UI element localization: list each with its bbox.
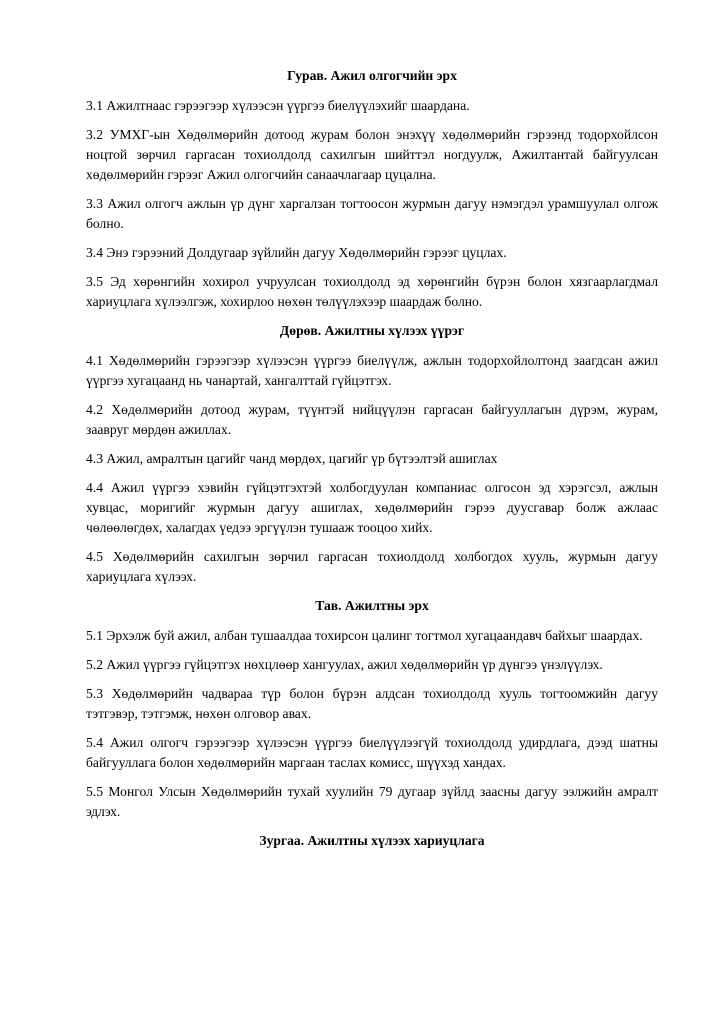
paragraph: 3.3 Ажил олгогч ажлын үр дүнг харгалзан тогтоосон журмын дагуу нэмэгдэл урамшуулал олгож болно. bbox=[86, 196, 658, 231]
section-employer-rights bbox=[86, 66, 658, 312]
paragraph: 5.3 Хөдөлмөрийн чадвараа түр болон бүрэн алдсан тохиолдолд хууль тогтоомжийн дагуу тэтгэвэр, тэтгэмж, нөхөн олговор авах. bbox=[86, 686, 658, 721]
paragraph: 3.5 Эд хөрөнгийн хохирол учруулсан тохиолдолд эд хөрөнгийн бүрэн болон хязгаарлагдмал хариуцлага хүлээлгэж, хохирлоо нөхөн төлүүлэхээр шаардаж болно. bbox=[86, 274, 658, 309]
section-employee-duties bbox=[86, 321, 658, 587]
paragraph: 3.2 УМХГ-ын Хөдөлмөрийн дотоод журам болон энэхүү хөдөлмөрийн гэрээнд тодорхойлсон ноцтой зөрчил гаргасан тохиолдолд сахилгын шийттэл ногдуулж, Ажилтантай байгуулсан хөдөлмөрийн гэрээг Ажил олгогчийн санаачлагаар цуцална. bbox=[86, 127, 658, 182]
paragraph: 4.1 Хөдөлмөрийн гэрээгээр хүлээсэн үүргээ биелүүлж, ажлын тодорхойлолтонд заагдсан ажил үүргээ хугацаанд нь чанартай, хангалттай гүйцэтгэх. bbox=[86, 353, 658, 388]
document-page bbox=[86, 66, 658, 861]
section-heading: Гурав. Ажил олгогчийн эрх bbox=[287, 68, 457, 83]
paragraph: 4.3 Ажил, амралтын цагийг чанд мөрдөх, цагийг үр бүтээлтэй ашиглах bbox=[86, 451, 498, 466]
paragraph: 5.5 Монгол Улсын Хөдөлмөрийн тухай хуулийн 79 дугаар зүйлд заасны дагуу ээлжийн амралт эдлэх. bbox=[86, 784, 658, 819]
section-heading: Дөрөв. Ажилтны хүлээх үүрэг bbox=[279, 323, 465, 338]
section-employee-liability bbox=[86, 831, 658, 851]
paragraph: 3.4 Энэ гэрээний Долдугаар зүйлийн дагуу Хөдөлмөрийн гэрээг цуцлах. bbox=[86, 245, 507, 260]
paragraph: 5.2 Ажил үүргээ гүйцэтгэх нөхцлөөр хангуулах, ажил хөдөлмөрийн үр дүнгээ үнэлүүлэх. bbox=[86, 657, 603, 672]
paragraph: 4.4 Ажил үүргээ хэвийн гүйцэтгэхтэй холбогдуулан компаниас олгосон эд хэрэгсэл, ажлын хувцас, моригийг журмын дагуу ашиглах, хөдөлмөрийн гэрээ дуусгавар болж ажлаас чөлөөлөгдөх, халагдах үедээ эргүүлэн тушааж тооцоо хийх. bbox=[86, 480, 658, 535]
paragraph: 3.1 Ажилтнаас гэрээгээр хүлээсэн үүргээ биелүүлэхийг шаардана. bbox=[86, 98, 470, 113]
paragraph: 5.1 Эрхэлж буй ажил, албан тушаалдаа тохирсон цалинг тогтмол хугацаандавч байхыг шаардах. bbox=[86, 628, 643, 643]
section-employee-rights bbox=[86, 596, 658, 822]
paragraph: 4.5 Хөдөлмөрийн сахилгын зөрчил гаргасан тохиолдолд холбогдох хууль, журмын дагуу хариуцлага хүлээх. bbox=[86, 549, 658, 584]
section-heading: Тав. Ажилтны эрх bbox=[315, 598, 429, 613]
paragraph: 5.4 Ажил олгогч гэрээгээр хүлээсэн үүргээ биелүүлээгүй тохиолдолд удирдлага, дээд шатны байгууллага болон хөдөлмөрийн маргаан таслах комисс, шүүхэд хандах. bbox=[86, 735, 658, 770]
section-heading: Зургаа. Ажилтны хүлээх хариуцлага bbox=[259, 833, 485, 848]
paragraph: 4.2 Хөдөлмөрийн дотоод журам, түүнтэй нийцүүлэн гаргасан байгууллагын дүрэм, журам, заавруг мөрдөн ажиллах. bbox=[86, 402, 658, 437]
